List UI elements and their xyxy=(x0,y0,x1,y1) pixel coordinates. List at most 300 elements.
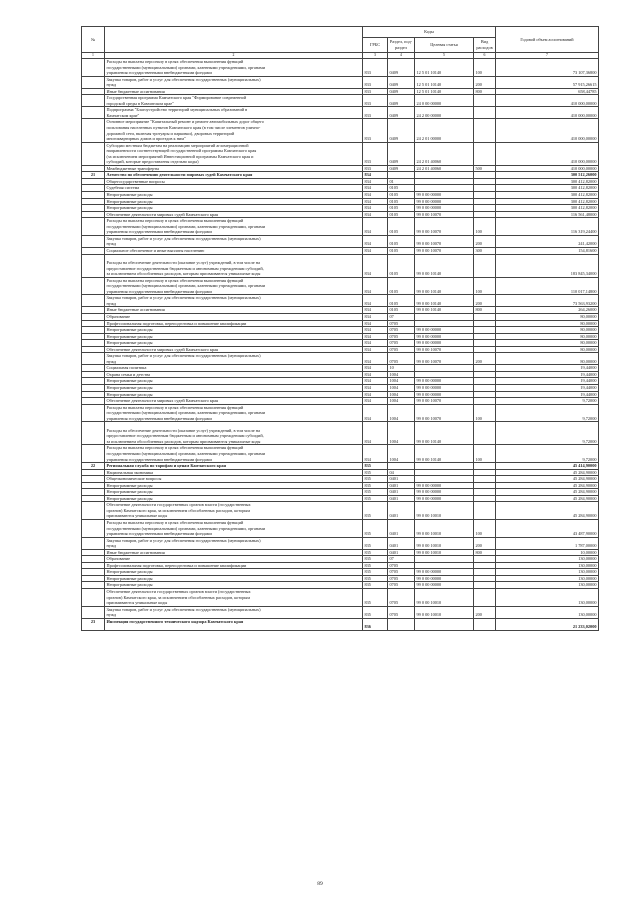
column-number: 1 xyxy=(82,53,105,59)
row-grbs: 834 xyxy=(363,235,388,247)
row-razdel: 0705 xyxy=(388,582,415,589)
row-target-article: 24 2 01 40060 xyxy=(415,165,474,172)
row-number: 21 xyxy=(82,172,105,179)
table-row xyxy=(82,295,599,307)
row-amount: 410 000,00000 xyxy=(496,165,599,172)
row-description: Непрограммные расходы xyxy=(105,378,363,385)
row-target-article: 99 0 00 10010 xyxy=(415,606,474,618)
table-row xyxy=(82,59,599,77)
header-total: Годовой объем ассигнований xyxy=(496,27,599,53)
row-description: Непрограммные расходы xyxy=(105,495,363,502)
row-target-article: 99 0 00 00000 xyxy=(415,391,474,398)
row-target-article: 99 0 00 10070 xyxy=(415,211,474,218)
row-grbs: 833 xyxy=(363,142,388,165)
row-razdel: 0105 xyxy=(388,254,415,277)
table-row xyxy=(82,445,599,463)
header-codes: Коды xyxy=(363,27,496,38)
row-grbs: 833 xyxy=(363,165,388,172)
row-description: Непрограммные расходы xyxy=(105,575,363,582)
row-description: Расходы на обеспечение деятельности (оказание услуг) учреждений, в том числе на предоставление государственным бюджетным и автономным учреждениям субсидий, за исключением обособленных расходов, которым присваиваются уникальные коды xyxy=(105,422,363,445)
row-razdel: 0105 xyxy=(388,295,415,307)
row-description: Субсидии местным бюджетам на реализацию мероприятий агломерационной направленности соответствующей государственной программы Камчатского края (за исключением мероприятий Инвестиционной программы Камчатского края и субсидий, которые предоставлены отдельно коды) xyxy=(105,142,363,165)
row-target-article: 24 2 01 00000 xyxy=(415,119,474,142)
table-row xyxy=(82,502,599,520)
row-description: Региональная служба по тарифам и ценам Камчатского края xyxy=(105,463,363,470)
row-razdel: 0105 xyxy=(388,218,415,236)
row-grbs: 834 xyxy=(363,404,388,422)
row-expense-type: 100 xyxy=(474,218,496,236)
row-description: Государственная программа Камчатского края "Формирование современной городской среды в Камчатском крае" xyxy=(105,95,363,107)
row-target-article: 99 0 00 00000 xyxy=(415,575,474,582)
row-grbs: 834 xyxy=(363,384,388,391)
row-amount: 300 512,26000 xyxy=(496,172,599,179)
row-razdel: 0409 xyxy=(388,88,415,95)
table-row xyxy=(82,618,599,630)
row-expense-type xyxy=(474,422,496,445)
row-target-article: 99 0 00 00000 xyxy=(415,198,474,205)
row-description: Расходы на выплаты персоналу в целях обеспечения выполнения функций государственными (муниципальными) органами, казенными учреждениями, органами управления государственными внебюджетными фондами xyxy=(105,404,363,422)
row-expense-type: 800 xyxy=(474,88,496,95)
row-razdel: 0409 xyxy=(388,95,415,107)
row-number xyxy=(82,76,105,88)
row-razdel: 0705 xyxy=(388,346,415,353)
row-expense-type: 300 xyxy=(474,247,496,254)
row-description: Закупка товаров, работ и услуг для обеспечения государственных (муниципальных) нужд xyxy=(105,235,363,247)
row-razdel: 1004 xyxy=(388,398,415,405)
row-amount: 658,44785 xyxy=(496,88,599,95)
row-amount: 57 915,26615 xyxy=(496,76,599,88)
table-header-row xyxy=(82,27,599,38)
row-number xyxy=(82,353,105,365)
row-number xyxy=(82,295,105,307)
table-row xyxy=(82,353,599,365)
row-razdel: 0705 xyxy=(388,562,415,569)
row-target-article: 12 5 01 10140 xyxy=(415,76,474,88)
row-target-article: 99 0 00 10140 xyxy=(415,307,474,314)
row-number xyxy=(82,589,105,607)
row-target-article: 12 5 01 10140 xyxy=(415,59,474,77)
row-description: Непрограммные расходы xyxy=(105,391,363,398)
row-description: Непрограммные расходы xyxy=(105,569,363,576)
row-description: Иные бюджетные ассигнования xyxy=(105,549,363,556)
row-target-article: 99 0 00 10010 xyxy=(415,502,474,520)
row-amount: 19,44000 xyxy=(496,378,599,385)
row-grbs: 834 xyxy=(363,172,388,179)
row-number xyxy=(82,277,105,295)
row-target-article: 99 0 00 10070 xyxy=(415,218,474,236)
row-description: Судебная система xyxy=(105,185,363,192)
row-razdel: 0705 xyxy=(388,589,415,607)
row-number xyxy=(82,59,105,77)
row-grbs: 835 xyxy=(363,589,388,607)
row-amount: 154,81600 xyxy=(496,247,599,254)
row-razdel: 0105 xyxy=(388,307,415,314)
header-csr: Целевая статья xyxy=(415,38,474,53)
row-target-article: 12 5 01 10140 xyxy=(415,88,474,95)
row-grbs: 834 xyxy=(363,254,388,277)
table-row xyxy=(82,76,599,88)
row-amount: 110 017,14800 xyxy=(496,277,599,295)
row-grbs: 835 xyxy=(363,549,388,556)
row-razdel: 1004 xyxy=(388,384,415,391)
row-razdel: 0105 xyxy=(388,198,415,205)
row-target-article: 99 0 00 00000 xyxy=(415,482,474,489)
row-grbs: 834 xyxy=(363,398,388,405)
row-expense-type xyxy=(474,502,496,520)
row-amount: 19,44000 xyxy=(496,391,599,398)
row-expense-type: 100 xyxy=(474,520,496,538)
row-amount: 9,72000 xyxy=(496,404,599,422)
row-target-article: 99 0 00 10070 xyxy=(415,353,474,365)
row-grbs: 835 xyxy=(363,537,388,549)
row-grbs: 834 xyxy=(363,346,388,353)
table-row xyxy=(82,277,599,295)
row-razdel: 0705 xyxy=(388,333,415,340)
row-grbs: 833 xyxy=(363,107,388,119)
row-grbs: 835 xyxy=(363,606,388,618)
row-number xyxy=(82,107,105,119)
row-razdel: 0409 xyxy=(388,142,415,165)
row-description: Непрограммные расходы xyxy=(105,205,363,212)
row-description: Закупка товаров, работ и услуг для обеспечения государственных (муниципальных) нужд xyxy=(105,76,363,88)
column-number: 5 xyxy=(415,53,474,59)
row-expense-type: 200 xyxy=(474,76,496,88)
table-row xyxy=(82,404,599,422)
row-description: Непрограммные расходы xyxy=(105,327,363,334)
row-target-article: 99 0 00 00000 xyxy=(415,569,474,576)
row-razdel: 0705 xyxy=(388,340,415,347)
row-description: Непрограммные расходы xyxy=(105,192,363,199)
row-expense-type: 200 xyxy=(474,295,496,307)
row-amount: 300 412,82000 xyxy=(496,192,599,199)
row-expense-type: 100 xyxy=(474,59,496,77)
row-amount: 80,00000 xyxy=(496,346,599,353)
row-grbs: 834 xyxy=(363,313,388,320)
row-description: Профессиональная подготовка, переподготовка и повышение квалификации xyxy=(105,562,363,569)
page-number: 89 xyxy=(317,881,323,887)
row-expense-type: 100 xyxy=(474,277,496,295)
row-amount: 300 412,82000 xyxy=(496,178,599,185)
row-description: Непрограммные расходы xyxy=(105,384,363,391)
row-grbs: 834 xyxy=(363,320,388,327)
row-razdel: 0401 xyxy=(388,495,415,502)
row-number xyxy=(82,404,105,422)
row-grbs: 834 xyxy=(363,218,388,236)
table-row xyxy=(82,142,599,165)
row-description: Расходы на выплаты персоналу в целях обеспечения выполнения функций государственными (муниципальными) органами, казенными учреждениями, органами управления государственными внебюджетными фондами xyxy=(105,59,363,77)
row-target-article: 99 0 00 00000 xyxy=(415,384,474,391)
row-amount: 45 284,90000 xyxy=(496,495,599,502)
row-grbs: 834 xyxy=(363,422,388,445)
row-amount: 9,72000 xyxy=(496,422,599,445)
row-description: Общеэкономические вопросы xyxy=(105,476,363,483)
row-description: Расходы на выплаты персоналу в целях обеспечения выполнения функций государственными (муниципальными) органами, казенными учреждениями, органами управления государственными внебюджетными фондами xyxy=(105,277,363,295)
row-expense-type: 200 xyxy=(474,537,496,549)
row-expense-type: 500 xyxy=(474,165,496,172)
row-target-article: 99 0 00 10140 xyxy=(415,422,474,445)
header-number: № xyxy=(82,27,105,53)
row-grbs: 835 xyxy=(363,463,388,470)
row-expense-type: 800 xyxy=(474,549,496,556)
row-expense-type: 200 xyxy=(474,235,496,247)
row-amount: 9,72000 xyxy=(496,445,599,463)
row-amount: 80,00000 xyxy=(496,320,599,327)
row-target-article: 99 0 00 10010 xyxy=(415,549,474,556)
row-grbs: 836 xyxy=(363,618,388,630)
row-razdel: 0401 xyxy=(388,537,415,549)
row-grbs: 834 xyxy=(363,391,388,398)
row-number xyxy=(82,218,105,236)
row-expense-type: 100 xyxy=(474,445,496,463)
header-vr: Вид расходов xyxy=(474,38,496,53)
row-grbs: 835 xyxy=(363,489,388,496)
row-target-article: 99 0 00 00000 xyxy=(415,192,474,199)
row-amount: 80,00000 xyxy=(496,353,599,365)
row-amount: 116 561,48000 xyxy=(496,211,599,218)
table-row xyxy=(82,520,599,538)
row-expense-type xyxy=(474,95,496,107)
row-grbs: 834 xyxy=(363,192,388,199)
row-description: Расходы на выплаты персоналу в целях обеспечения выполнения функций государственными (муниципальными) органами, казенными учреждениями, органами управления государственными внебюджетными фондами xyxy=(105,445,363,463)
row-grbs: 834 xyxy=(363,178,388,185)
table-row xyxy=(82,422,599,445)
budget-table xyxy=(81,26,599,631)
row-description: Обеспечение деятельности мировых судей Камчатского края xyxy=(105,398,363,405)
row-razdel: 0409 xyxy=(388,76,415,88)
row-amount: 80,00000 xyxy=(496,327,599,334)
row-number xyxy=(82,142,105,165)
row-expense-type xyxy=(474,107,496,119)
row-grbs: 833 xyxy=(363,76,388,88)
row-target-article: 99 0 00 00000 xyxy=(415,582,474,589)
row-grbs: 835 xyxy=(363,575,388,582)
row-amount: 410 000,00000 xyxy=(496,119,599,142)
row-number: 23 xyxy=(82,618,105,630)
row-grbs: 834 xyxy=(363,198,388,205)
row-razdel: 1004 xyxy=(388,371,415,378)
row-amount: 300 412,82000 xyxy=(496,205,599,212)
row-amount: 410 000,00000 xyxy=(496,142,599,165)
row-description: Непрограммные расходы xyxy=(105,340,363,347)
row-number xyxy=(82,254,105,277)
row-razdel: 0105 xyxy=(388,235,415,247)
row-amount: 73 563,93200 xyxy=(496,295,599,307)
row-target-article: 99 0 00 00000 xyxy=(415,378,474,385)
row-grbs: 835 xyxy=(363,476,388,483)
row-grbs: 834 xyxy=(363,295,388,307)
column-number: 3 xyxy=(363,53,388,59)
row-description: Расходы на выплаты персоналу в целях обеспечения выполнения функций государственными (муниципальными) органами, казенными учреждениями, органами управления государственными внебюджетными фондами xyxy=(105,520,363,538)
table-body xyxy=(82,59,599,631)
row-grbs: 834 xyxy=(363,333,388,340)
row-grbs: 834 xyxy=(363,247,388,254)
row-amount: 19,44000 xyxy=(496,384,599,391)
row-description: Межбюджетные трансферты xyxy=(105,165,363,172)
row-razdel: 01 xyxy=(388,178,415,185)
row-description: Национальная экономика xyxy=(105,469,363,476)
row-grbs: 834 xyxy=(363,340,388,347)
row-grbs: 835 xyxy=(363,482,388,489)
row-target-article: 99 0 00 10010 xyxy=(415,520,474,538)
row-description: Непрограммные расходы xyxy=(105,489,363,496)
row-amount: 410 000,00000 xyxy=(496,107,599,119)
row-description: Образование xyxy=(105,313,363,320)
row-target-article: 99 0 00 10070 xyxy=(415,346,474,353)
row-amount: 10,00000 xyxy=(496,549,599,556)
row-razdel: 0401 xyxy=(388,489,415,496)
row-expense-type: 200 xyxy=(474,353,496,365)
row-expense-type: 100 xyxy=(474,404,496,422)
row-grbs: 834 xyxy=(363,371,388,378)
row-amount: 300 412,82000 xyxy=(496,185,599,192)
row-description: Охрана семьи и детства xyxy=(105,371,363,378)
row-amount: 19,44000 xyxy=(496,371,599,378)
row-number xyxy=(82,502,105,520)
row-razdel: 10 xyxy=(388,365,415,372)
header-grbs: ГРБС xyxy=(363,38,388,53)
row-description: Непрограммные расходы xyxy=(105,198,363,205)
row-razdel: 1004 xyxy=(388,404,415,422)
row-description: Обеспечение деятельности мировых судей Камчатского края xyxy=(105,346,363,353)
row-razdel: 1004 xyxy=(388,422,415,445)
row-amount: 1 787,00000 xyxy=(496,537,599,549)
row-target-article: 99 0 00 10070 xyxy=(415,247,474,254)
row-grbs: 834 xyxy=(363,205,388,212)
row-target-article: 24 2 00 00000 xyxy=(415,107,474,119)
row-expense-type xyxy=(474,589,496,607)
row-razdel: 0705 xyxy=(388,327,415,334)
row-razdel: 0401 xyxy=(388,502,415,520)
column-number: 7 xyxy=(496,53,599,59)
row-grbs: 834 xyxy=(363,185,388,192)
row-grbs: 834 xyxy=(363,353,388,365)
row-amount: 19,44000 xyxy=(496,365,599,372)
row-expense-type xyxy=(474,142,496,165)
row-razdel: 04 xyxy=(388,469,415,476)
row-description: Иные бюджетные ассигнования xyxy=(105,307,363,314)
row-grbs: 834 xyxy=(363,327,388,334)
row-description: Закупка товаров, работ и услуг для обеспечения государственных (муниципальных) нужд xyxy=(105,606,363,618)
row-number xyxy=(82,606,105,618)
row-amount: 410 000,00000 xyxy=(496,95,599,107)
header-description xyxy=(105,27,363,53)
row-expense-type xyxy=(474,119,496,142)
row-razdel: 0401 xyxy=(388,520,415,538)
row-amount: 130,00000 xyxy=(496,606,599,618)
row-amount: 45 284,90000 xyxy=(496,482,599,489)
row-razdel xyxy=(388,618,415,630)
row-description: Образование xyxy=(105,556,363,563)
row-amount: 130,00000 xyxy=(496,575,599,582)
row-amount: 9,72000 xyxy=(496,398,599,405)
row-amount: 21 233,02000 xyxy=(496,618,599,630)
row-grbs: 835 xyxy=(363,569,388,576)
row-grbs: 834 xyxy=(363,307,388,314)
row-target-article: 99 0 00 00000 xyxy=(415,333,474,340)
row-target-article: 99 0 00 10070 xyxy=(415,398,474,405)
row-razdel: 0705 xyxy=(388,569,415,576)
row-description: Основное мероприятие "Капитальный ремонт и ремонт автомобильных дорог общего пользования населенных пунктов Камчатского края (в том числе элементов улично- дорожной сети, включая тротуары и парковки), дворовых территорий многоквартирных домов и проездов к ним" xyxy=(105,119,363,142)
row-description: Социальная политика xyxy=(105,365,363,372)
row-razdel: 07 xyxy=(388,313,415,320)
row-razdel: 0409 xyxy=(388,165,415,172)
row-description: Инспекция государственного технического надзора Камчатского края xyxy=(105,618,363,630)
row-expense-type: 200 xyxy=(474,606,496,618)
row-grbs: 835 xyxy=(363,520,388,538)
row-target-article: 24 2 01 40060 xyxy=(415,142,474,165)
row-target-article: 99 0 00 10140 xyxy=(415,277,474,295)
row-razdel: 07 xyxy=(388,556,415,563)
row-amount: 130,00000 xyxy=(496,589,599,607)
row-amount: 300 412,82000 xyxy=(496,198,599,205)
row-grbs: 834 xyxy=(363,277,388,295)
row-amount: 45 284,90000 xyxy=(496,489,599,496)
row-description: Закупка товаров, работ и услуг для обеспечения государственных (муниципальных) нужд xyxy=(105,537,363,549)
row-description: Непрограммные расходы xyxy=(105,333,363,340)
row-razdel: 0401 xyxy=(388,482,415,489)
row-description: Закупка товаров, работ и услуг для обеспечения государственных (муниципальных) нужд xyxy=(105,353,363,365)
row-description: Закупка товаров, работ и услуг для обеспечения государственных (муниципальных) нужд xyxy=(105,295,363,307)
row-razdel: 0105 xyxy=(388,211,415,218)
row-grbs: 835 xyxy=(363,556,388,563)
row-amount: 45 284,90000 xyxy=(496,469,599,476)
row-razdel: 0401 xyxy=(388,549,415,556)
row-amount: 130,00000 xyxy=(496,569,599,576)
row-description: Расходы на выплаты персоналу в целях обеспечения выполнения функций государственными (муниципальными) органами, казенными учреждениями, органами управления государственными внебюджетными фондами xyxy=(105,218,363,236)
header-razdel: Раздел, под-раздел xyxy=(388,38,415,53)
row-number xyxy=(82,537,105,549)
row-description: Социальное обеспечение и иные выплаты населению xyxy=(105,247,363,254)
row-razdel: 0105 xyxy=(388,192,415,199)
row-target-article: 99 0 00 00000 xyxy=(415,340,474,347)
row-grbs: 835 xyxy=(363,495,388,502)
column-number: 2 xyxy=(105,53,363,59)
row-grbs: 833 xyxy=(363,59,388,77)
table-row xyxy=(82,218,599,236)
row-razdel: 0105 xyxy=(388,185,415,192)
row-target-article: 99 0 00 00000 xyxy=(415,495,474,502)
row-grbs: 833 xyxy=(363,95,388,107)
row-amount: 73 107,36800 xyxy=(496,59,599,77)
row-target-article: 99 0 00 10140 xyxy=(415,445,474,463)
row-amount: 130,00000 xyxy=(496,556,599,563)
row-target-article: 99 0 00 10010 xyxy=(415,537,474,549)
row-razdel: 0705 xyxy=(388,320,415,327)
row-number xyxy=(82,422,105,445)
row-grbs: 835 xyxy=(363,469,388,476)
row-target-article: 99 0 00 00000 xyxy=(415,205,474,212)
row-razdel: 1004 xyxy=(388,391,415,398)
row-number xyxy=(82,235,105,247)
row-grbs: 834 xyxy=(363,365,388,372)
row-number xyxy=(82,119,105,142)
row-description: Обеспечение деятельности мировых судей Камчатского края xyxy=(105,211,363,218)
row-razdel: 1004 xyxy=(388,445,415,463)
row-amount: 241,42000 xyxy=(496,235,599,247)
row-description: Профессиональная подготовка, переподготовка и повышение квалификации xyxy=(105,320,363,327)
row-grbs: 834 xyxy=(363,445,388,463)
row-amount: 116 319,24400 xyxy=(496,218,599,236)
row-razdel: 0105 xyxy=(388,205,415,212)
row-number: 22 xyxy=(82,463,105,470)
row-grbs: 834 xyxy=(363,378,388,385)
row-target-article: 99 0 00 00000 xyxy=(415,327,474,334)
row-target-article: 99 0 00 00000 xyxy=(415,489,474,496)
row-razdel: 0705 xyxy=(388,575,415,582)
row-grbs: 835 xyxy=(363,582,388,589)
row-description: Обеспечение деятельности государственных органов власти (государственных органов) Камчатского края, за исключением обособленных расходов, которым присваиваются уникальные коды xyxy=(105,589,363,607)
row-amount: 183 845,34000 xyxy=(496,254,599,277)
